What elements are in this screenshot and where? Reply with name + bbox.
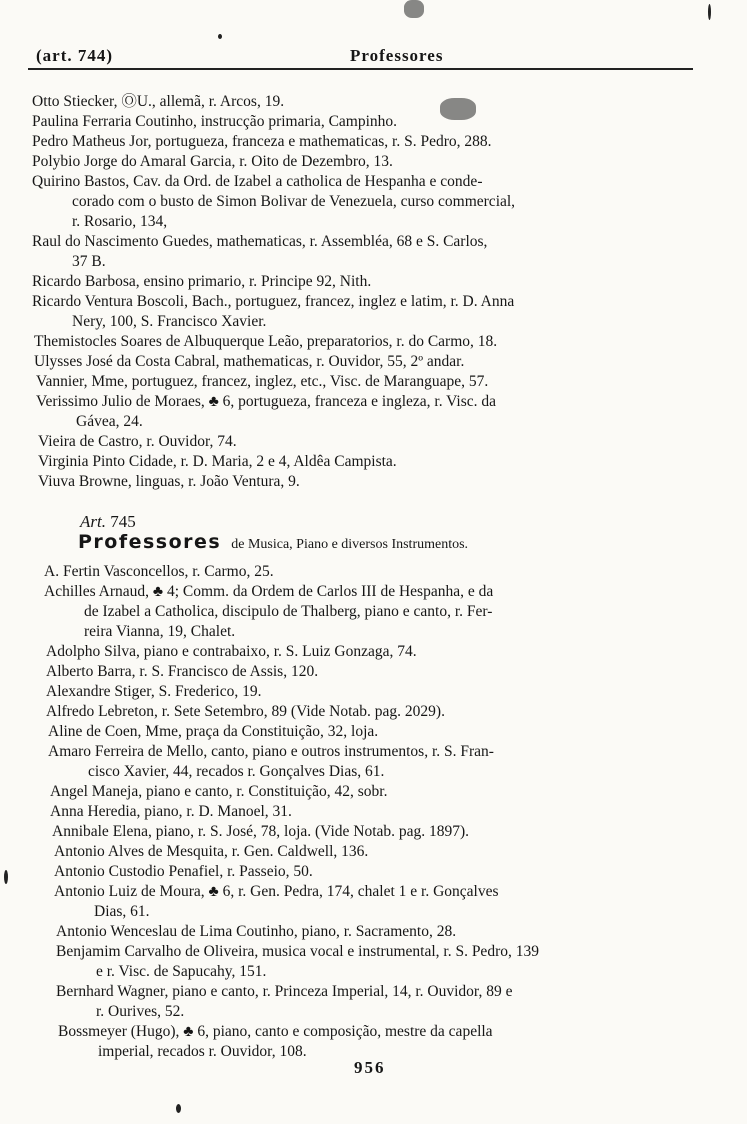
ink-speck — [708, 4, 711, 20]
ink-blot — [440, 98, 476, 120]
list-item: Pedro Matheus Jor, portugueza, franceza e mathematicas, r. S. Pedro, 288. — [32, 133, 492, 150]
list-item: Achilles Arnaud, ♣ 4; Comm. da Ordem de Carlos III de Hespanha, e da de Izabel a Catholica, discipulo de Thalberg, piano e canto, r. Fer- reira Vianna, 19, Chalet. — [44, 583, 494, 640]
list-item: Verissimo Julio de Moraes, ♣ 6, portugueza, franceza e ingleza, r. Visc. da Gávea, 24. — [36, 393, 497, 430]
list-item: Amaro Ferreira de Mello, canto, piano e outros instrumentos, r. S. Fran- cisco Xavier, 44, recados r. Gonçalves Dias, 61. — [48, 743, 494, 780]
list-item: Adolpho Silva, piano e contrabaixo, r. S. Luiz Gonzaga, 74. — [46, 643, 417, 660]
list-item: Themistocles Soares de Albuquerque Leão, preparatorios, r. do Carmo, 18. — [34, 333, 498, 350]
list-item: Bernhard Wagner, piano e canto, r. Princeza Imperial, 14, r. Ouvidor, 89 e r. Ourives, 52. — [56, 983, 513, 1020]
list-item: Ulysses José da Costa Cabral, mathematicas, r. Ouvidor, 55, 2º andar. — [34, 353, 465, 370]
list-item: Polybio Jorge do Amaral Garcia, r. Oito de Dezembro, 13. — [32, 153, 393, 170]
list-item: Vieira de Castro, r. Ouvidor, 74. — [38, 433, 237, 450]
list-item: Antonio Custodio Penafiel, r. Passeio, 50. — [54, 863, 313, 880]
header-article-ref: (art. 744) — [36, 46, 114, 65]
list-item: Ricardo Ventura Boscoli, Bach., portuguez, francez, inglez e latim, r. D. Anna Nery, 100, S. Francisco Xavier. — [32, 293, 515, 330]
list-item: Alfredo Lebreton, r. Sete Setembro, 89 (Vide Notab. pag. 2029). — [46, 703, 445, 720]
list-item: Benjamim Carvalho de Oliveira, musica vocal e instrumental, r. S. Pedro, 139 e r. Visc. de Sapucahy, 151. — [56, 943, 539, 980]
header-rule — [28, 68, 693, 70]
list-item: Viuva Browne, linguas, r. João Ventura, 9. — [38, 473, 300, 490]
ink-blot — [404, 0, 424, 18]
list-item: Antonio Wenceslau de Lima Coutinho, piano, r. Sacramento, 28. — [56, 923, 457, 940]
ink-speck — [4, 870, 8, 884]
list-item: Antonio Luiz de Moura, ♣ 6, r. Gen. Pedra, 174, chalet 1 e r. Gonçalves Dias, 61. — [54, 883, 499, 920]
list-item: Alberto Barra, r. S. Francisco de Assis, 120. — [46, 663, 319, 680]
list-item: Aline de Coen, Mme, praça da Constituição, 32, loja. — [48, 723, 379, 740]
list-item: Angel Maneja, piano e canto, r. Constituição, 42, sobr. — [50, 783, 388, 800]
list-item: Paulina Ferraria Coutinho, instrucção primaria, Campinho. — [32, 113, 398, 130]
list-item: A. Fertin Vasconcellos, r. Carmo, 25. — [44, 563, 274, 580]
list-item: Raul do Nascimento Guedes, mathematicas, r. Assembléa, 68 e S. Carlos, 37 B. — [32, 233, 488, 270]
header-title: Professores — [350, 46, 444, 65]
list-item: Ricardo Barbosa, ensino primario, r. Principe 92, Nith. — [32, 273, 372, 290]
page-number: 956 — [354, 1058, 386, 1077]
list-item: Vannier, Mme, portuguez, francez, inglez, etc., Visc. de Maranguape, 57. — [36, 373, 489, 390]
list-item: Alexandre Stiger, S. Frederico, 19. — [46, 683, 262, 700]
list-item: Quirino Bastos, Cav. da Ord. de Izabel a catholica de Hespanha e conde- corado com o busto de Simon Bolivar de Venezuela, curso commercial, r. Rosario, 134, — [32, 173, 516, 230]
ink-speck — [218, 34, 222, 39]
list-item: Otto Stiecker, ⓄU., allemã, r. Arcos, 19. — [32, 93, 285, 110]
list-item: Virginia Pinto Cidade, r. D. Maria, 2 e 4, Aldêa Campista. — [38, 453, 397, 470]
ink-speck — [176, 1104, 181, 1113]
list-item: Anna Heredia, piano, r. D. Manoel, 31. — [50, 803, 292, 820]
page-header — [28, 44, 693, 72]
list-item: Annibale Elena, piano, r. S. José, 78, loja. (Vide Notab. pag. 1897). — [52, 823, 470, 840]
section-title: Professores de Musica, Piano e diversos Instrumentos. — [78, 531, 469, 553]
list-item: Bossmeyer (Hugo), ♣ 6, piano, canto e composição, mestre da capella imperial, recados r. Ouvidor, 108. — [58, 1023, 493, 1060]
article-number: Art. 745 — [80, 512, 136, 531]
list-item: Antonio Alves de Mesquita, r. Gen. Caldwell, 136. — [54, 843, 369, 860]
